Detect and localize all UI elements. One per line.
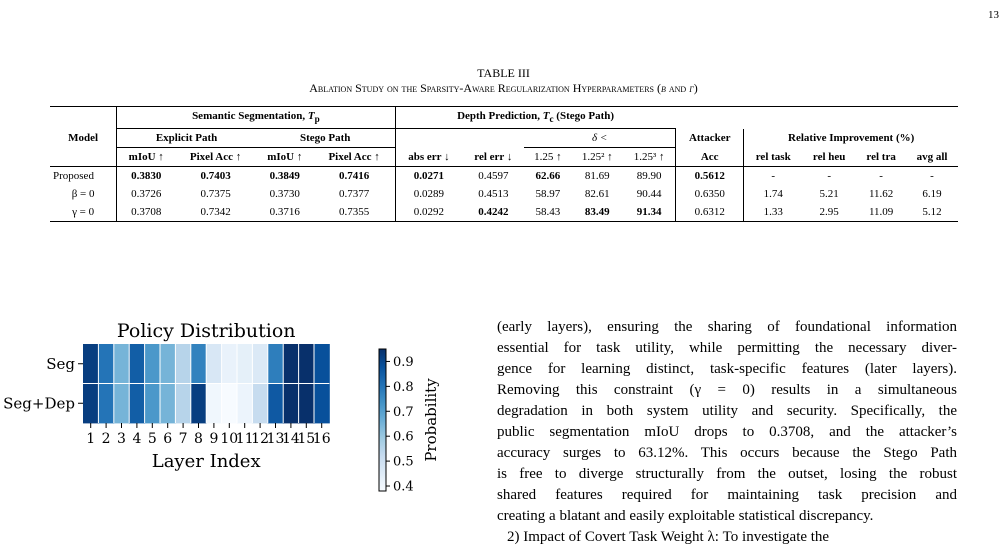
table-label: TABLE III — [477, 66, 530, 80]
x-tick-label: 6 — [163, 431, 173, 447]
text-line: gence for learning distinct, task-specific features (later layers). — [497, 361, 957, 377]
explicit-path-header: Explicit Path — [117, 129, 256, 148]
y-tick-label: Seg+Dep — [3, 394, 75, 413]
col-header: 1.25 ↑ — [534, 151, 562, 164]
table-cell: 11.62 — [868, 188, 894, 201]
heatmap-cell — [191, 344, 207, 384]
colorbar-tick-label: 0.9 — [393, 354, 414, 370]
x-tick-label: 16 — [312, 431, 331, 447]
text-line: public segmentation mIoU drops to 0.3708, and the attacker’s — [497, 424, 957, 440]
heatmap-cell — [129, 384, 145, 424]
colorbar-tick-label: 0.6 — [393, 429, 414, 445]
col-header: avg all — [916, 150, 948, 163]
x-tick-label: 10 — [220, 431, 239, 447]
table-cell: 58.43 — [524, 203, 571, 222]
table-cell: 91.34 — [623, 203, 675, 222]
table-cell: 1.33 — [744, 203, 802, 222]
policy-distribution-heatmap — [0, 315, 470, 555]
heatmap-cell — [83, 344, 99, 384]
colorbar-label: Probability — [422, 378, 440, 462]
col-header: rel err ↓ — [474, 150, 513, 163]
col-header: 1.25³ ↑ — [633, 151, 665, 164]
table-cell: 1.74 — [744, 185, 802, 203]
table-cell: 62.66 — [524, 167, 571, 186]
heatmap-cell — [206, 344, 222, 384]
delta-header: δ < — [524, 129, 675, 148]
col-header: Acc — [676, 148, 744, 167]
depth-group-header: Depth Prediction, $T_c$ (Stego Path) — [395, 107, 676, 129]
x-tick-label: 8 — [194, 431, 203, 447]
table-cell: - — [906, 167, 958, 186]
heatmap-cell — [83, 384, 99, 424]
table-cell: - — [744, 167, 802, 186]
table-cell: 58.97 — [535, 188, 561, 201]
table-cell: 0.7342 — [175, 203, 256, 222]
colorbar-tick-label: 0.7 — [393, 404, 414, 420]
table-row — [50, 167, 958, 186]
relative-improvement-header: Relative Improvement (%) — [744, 129, 958, 148]
colorbar-tick-label: 0.4 — [393, 479, 414, 495]
x-tick-label: 1 — [86, 431, 96, 447]
text-line: accuracy surges to 63.12%. This occurs because the Stego Path — [497, 445, 957, 461]
table-cell: - — [856, 167, 906, 186]
col-header: 1.25² ↑ — [581, 151, 613, 164]
heatmap-cell — [314, 344, 330, 384]
x-tick-label: 13 — [266, 431, 285, 447]
table-cell: 89.90 — [623, 167, 675, 186]
x-axis-label: Layer Index — [151, 451, 261, 472]
table-title: Ablation Study on the Sparsity-Aware Regularization Hyperparameters (β and γ) — [309, 81, 698, 95]
table-cell: 0.7416 — [314, 167, 395, 186]
text-line: creating a blatant and easily exploitable statistical discrepancy. — [497, 508, 874, 524]
col-header: Pixel Acc ↑ — [328, 151, 380, 164]
table-cell: 0.4513 — [478, 188, 509, 201]
text-line: is free to diverge structurally from the outset, losing the robust — [497, 466, 957, 482]
y-tick-label: Seg — [46, 354, 75, 373]
table-header-row-1 — [50, 107, 958, 129]
heatmap-cell — [160, 384, 176, 424]
x-tick-label: 9 — [209, 431, 219, 447]
heatmap-cell — [98, 344, 114, 384]
heatmap-cell — [268, 344, 284, 384]
text-line: (early layers), ensuring the sharing of foundational information — [497, 319, 957, 335]
table-cell: 0.0289 — [395, 185, 462, 203]
text-line: 2) Impact of Covert Task Weight λ: To investigate the — [507, 529, 830, 545]
heatmap-cell — [268, 384, 284, 424]
table-cell: 0.3716 — [256, 203, 314, 222]
heatmap-cell — [299, 384, 315, 424]
table-cell: 0.7355 — [314, 203, 395, 222]
chart-title: Policy Distribution — [116, 320, 296, 342]
table-cell: 0.0292 — [395, 203, 462, 222]
table-cell: 0.7377 — [339, 188, 370, 201]
col-header: abs err ↓ — [395, 148, 462, 167]
attacker-header: Attacker — [676, 129, 744, 148]
table-cell: 0.6350 — [676, 185, 744, 203]
table-cell: 0.3830 — [117, 167, 176, 186]
col-header: rel tra — [866, 150, 896, 163]
body-text — [497, 317, 957, 548]
heatmap-cell — [222, 384, 238, 424]
table-cell: 82.61 — [584, 188, 610, 201]
table-cell: 2.95 — [802, 203, 856, 222]
table-cell: 0.3849 — [256, 167, 314, 186]
heatmap-cell — [145, 344, 161, 384]
table-cell: 5.21 — [819, 188, 839, 201]
colorbar-tick-label: 0.5 — [393, 454, 414, 470]
model-header: Model — [68, 132, 99, 145]
heatmap-cell — [175, 384, 191, 424]
text-line: Removing this constraint (γ = 0) results in a simultaneous — [497, 382, 957, 398]
heatmap-cell — [206, 384, 222, 424]
table-cell: 0.4597 — [462, 167, 524, 186]
table-header-row-2 — [50, 129, 958, 148]
col-header: rel task — [744, 148, 802, 167]
heatmap-cell — [114, 344, 130, 384]
x-tick-label: 2 — [101, 431, 111, 447]
table-cell: 0.7375 — [200, 188, 231, 201]
model-cell: Proposed — [50, 167, 117, 186]
ablation-table — [50, 106, 958, 222]
table-cell: 6.19 — [922, 188, 942, 201]
heatmap-cell — [114, 384, 130, 424]
heatmap-cell — [237, 384, 253, 424]
table-cell: 0.3726 — [117, 185, 176, 203]
table-cell: 0.0271 — [395, 167, 462, 186]
model-cell: β = 0 — [71, 188, 95, 201]
table-cell: 5.12 — [906, 203, 958, 222]
colorbar — [379, 349, 386, 491]
heatmap-cell — [98, 384, 114, 424]
table-row — [50, 203, 958, 222]
heatmap-cell — [191, 384, 207, 424]
table-cell: - — [802, 167, 856, 186]
col-header: mIoU ↑ — [267, 151, 303, 164]
heatmap-cell — [129, 344, 145, 384]
text-line: shared features required for maintaining task precision and — [497, 487, 957, 503]
table-cell: 11.09 — [856, 203, 906, 222]
table-cell: 0.7403 — [175, 167, 256, 186]
heatmap-cell — [252, 384, 268, 424]
text-line: degradation in both system utility and security. Specifically, the — [497, 403, 957, 419]
table-cell: 0.4242 — [462, 203, 524, 222]
x-tick-label: 7 — [178, 431, 188, 447]
table-row — [50, 185, 958, 203]
table-cell: 90.44 — [636, 188, 662, 201]
heatmap-cell — [175, 344, 191, 384]
table-cell: 81.69 — [571, 167, 623, 186]
table-cell: 0.3708 — [117, 203, 176, 222]
x-tick-label: 15 — [297, 431, 316, 447]
heatmap-cell — [237, 344, 253, 384]
seg-group-header: Semantic Segmentation, $T_p$ — [117, 107, 395, 129]
heatmap-cell — [299, 344, 315, 384]
heatmap-cell — [283, 384, 299, 424]
table-cell: 83.49 — [571, 203, 623, 222]
col-header: mIoU ↑ — [117, 148, 176, 167]
table-header-row-3 — [50, 148, 958, 167]
heatmap-cell — [314, 384, 330, 424]
heatmap-cell — [252, 344, 268, 384]
text-line: essential for task utility, while permitting the necessary diver- — [497, 340, 957, 356]
x-tick-label: 14 — [281, 431, 300, 447]
model-cell: γ = 0 — [50, 203, 117, 222]
heatmap-cell — [145, 384, 161, 424]
x-tick-label: 5 — [147, 431, 157, 447]
x-tick-label: 4 — [132, 431, 142, 447]
table-caption — [0, 66, 1007, 96]
table-cell: 0.6312 — [676, 203, 744, 222]
heatmap-cell — [283, 344, 299, 384]
table-cell: 0.3730 — [269, 188, 300, 201]
heatmap-cell — [222, 344, 238, 384]
col-header: rel heu — [812, 150, 846, 163]
heatmap-cell — [160, 344, 176, 384]
col-header: Pixel Acc ↑ — [189, 151, 242, 164]
x-tick-label: 12 — [251, 431, 270, 447]
x-tick-label: 3 — [117, 431, 126, 447]
stego-path-header: Stego Path — [256, 129, 395, 148]
table-cell: 0.5612 — [676, 167, 744, 186]
page-number: 13 — [988, 9, 999, 21]
x-tick-label: 11 — [235, 431, 254, 447]
colorbar-tick-label: 0.8 — [393, 379, 414, 395]
